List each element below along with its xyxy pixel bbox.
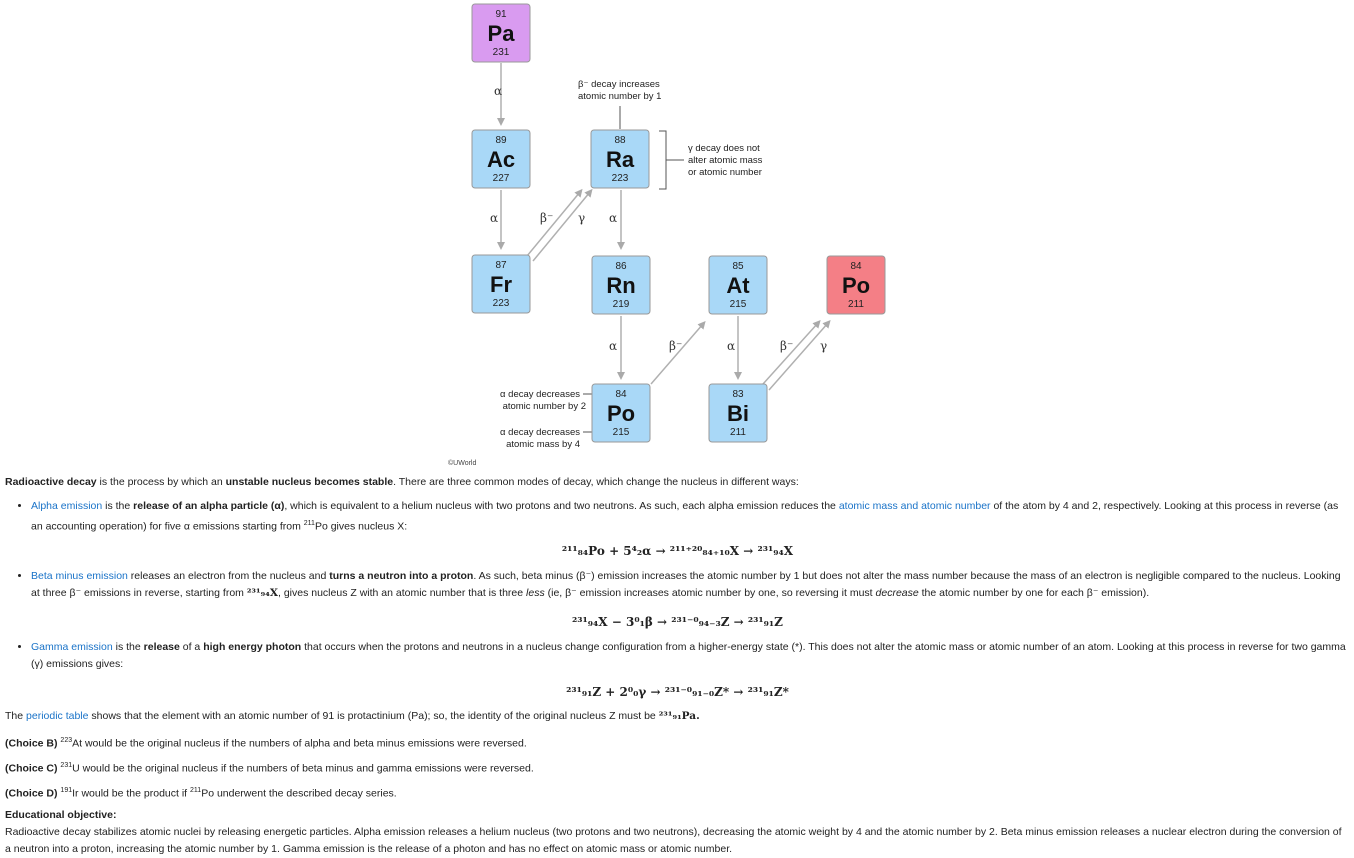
svg-text:Po: Po xyxy=(841,273,871,298)
svg-text:atomic number by 1: atomic number by 1 xyxy=(578,91,662,102)
svg-text:211: 211 xyxy=(730,427,746,438)
mass-number: 231 xyxy=(492,47,510,58)
credit: ©UWorld xyxy=(448,460,477,467)
beta-label: β⁻ xyxy=(669,339,683,353)
tile-bi xyxy=(709,384,767,442)
tile-fr xyxy=(472,255,530,313)
svg-text:Po: Po xyxy=(606,401,636,426)
svg-text:alter atomic mass: alter atomic mass xyxy=(688,155,763,166)
equation-alpha: ²¹¹₈₄Po + 5⁴₂α → ²¹¹⁺²⁰₈₄₊₁₀X → ²³¹₉₄X xyxy=(561,544,794,558)
svg-text:219: 219 xyxy=(612,299,630,310)
svg-text:84: 84 xyxy=(615,389,627,400)
svg-text:85: 85 xyxy=(732,261,744,272)
beta-arrow xyxy=(763,323,818,384)
equation-gamma: ²³¹₉₁Z + 2⁰₀γ → ²³¹⁻⁰₉₁₋₀Z* → ²³¹₉₁Z* xyxy=(566,685,789,699)
gamma-label: γ xyxy=(820,339,828,353)
gamma-arrow xyxy=(769,323,828,390)
svg-text:84: 84 xyxy=(850,261,862,272)
beta-label: β⁻ xyxy=(540,211,554,225)
choice-d: (Choice D) $^{191}$Ir would be the product if $^{211}$Po underwent the described decay series. xyxy=(5,787,397,800)
svg-text:88: 88 xyxy=(614,135,626,146)
svg-text:223: 223 xyxy=(492,298,510,309)
gamma-section: • Gamma emission is the release of a high energy photon that occurs when the protons and neutrons in a nucleus change configuration from a higher-energy state (*). This does not alter the atomic mass or atomic number of an atom. Looking at this process in reverse for two gamma (γ) emissions gives: xyxy=(5,639,1350,673)
svg-text:Rn: Rn xyxy=(606,273,636,298)
gamma-emission-link[interactable]: Gamma emission xyxy=(31,641,113,653)
atomic-number: 91 xyxy=(495,9,507,20)
svg-text:215: 215 xyxy=(729,299,747,310)
element-symbol: Pa xyxy=(487,21,515,46)
beta-arrow xyxy=(527,192,580,256)
alpha-label: α xyxy=(727,339,736,353)
beta-arrow xyxy=(651,324,703,384)
svg-text:86: 86 xyxy=(615,261,627,272)
alpha-label: α xyxy=(494,84,503,98)
note-gamma: γ decay does not xyxy=(688,143,760,154)
choice-b: (Choice B) $^{223}$At would be the original nucleus if the numbers of alpha and beta minus emissions were reversed. xyxy=(5,737,527,750)
equation-beta: ²³¹₉₄X − 3⁰₁β → ²³¹⁻⁰₉₄₋₃Z → ²³¹₉₁Z xyxy=(572,615,783,629)
tile-at xyxy=(709,256,767,314)
periodic-table-link[interactable]: periodic table xyxy=(26,710,89,722)
educational-objective-title: Educational objective: xyxy=(5,809,117,821)
svg-text:211: 211 xyxy=(848,299,864,310)
svg-text:At: At xyxy=(726,273,750,298)
intro-paragraph: Radioactive decay is the process by which an unstable nucleus becomes stable. There are three common modes of decay, which change the nucleus in different ways: xyxy=(5,476,799,488)
tile-po-215 xyxy=(592,384,650,442)
alpha-section: • Alpha emission is the release of an alpha particle (α), which is equivalent to a helium nucleus with two protons and two neutrons. As such, each alpha emission reduces the atomic mass and atomic number of the atom by 4 and 2, respectively. Looking at this process in reverse (as an accounting operation) for five α emissions starting from $^{211}$Po gives nucleus X: xyxy=(5,498,1350,536)
svg-text:215: 215 xyxy=(612,427,630,438)
svg-text:Bi: Bi xyxy=(727,401,749,426)
educational-objective-text: Radioactive decay stabilizes atomic nuclei by releasing energetic particles. Alpha emission releases a helium nucleus (two protons and two neutrons), decreasing the atomic weight by 4 and the atomic number by 2. Beta minus emission releases a nuclear electron during the conversion of a neutron into a proton, increasing the atomic number by 1. Gamma emission is the release of a photon and has no effect on atomic mass or atomic number. xyxy=(5,826,1342,855)
choice-c: (Choice C) $^{231}$U would be the original nucleus if the numbers of beta minus and gamma emissions were reversed. xyxy=(5,762,534,775)
note-alpha-mass: α decay decreases xyxy=(500,427,580,438)
alpha-label: α xyxy=(609,211,618,225)
gamma-arrow xyxy=(533,192,590,261)
note-alpha-number: α decay decreases xyxy=(500,389,580,400)
svg-text:or atomic number: or atomic number xyxy=(688,167,762,178)
alpha-label: α xyxy=(490,211,499,225)
tile-rn xyxy=(592,256,650,314)
svg-text:Ac: Ac xyxy=(486,147,516,172)
svg-text:223: 223 xyxy=(611,173,629,184)
tile-pa xyxy=(472,4,530,62)
tile-po-211 xyxy=(827,256,885,314)
alpha-label: α xyxy=(609,339,618,353)
svg-text:87: 87 xyxy=(495,260,507,271)
svg-text:Ra: Ra xyxy=(605,147,635,172)
atomic-mass-link[interactable]: atomic mass and atomic number xyxy=(838,500,991,512)
svg-text:atomic number by 2: atomic number by 2 xyxy=(502,401,586,412)
periodic-table-paragraph: The periodic table shows that the element with an atomic number of 91 is protactinium (Pa); so, the identity of the original nucleus Z must be ²³¹₉₁Pa. xyxy=(5,710,700,722)
alpha-emission-link[interactable]: Alpha emission xyxy=(31,500,103,512)
tile-ra xyxy=(591,130,649,188)
note-beta: β⁻ decay increases xyxy=(578,79,660,90)
svg-text:227: 227 xyxy=(492,173,510,184)
svg-text:89: 89 xyxy=(495,135,507,146)
tile-ac xyxy=(472,130,530,188)
beta-emission-link[interactable]: Beta minus emission xyxy=(31,570,128,582)
svg-text:Fr: Fr xyxy=(490,272,512,297)
gamma-label: γ xyxy=(578,211,586,225)
svg-text:atomic mass by 4: atomic mass by 4 xyxy=(506,439,580,450)
beta-section: • Beta minus emission releases an electron from the nucleus and turns a neutron into a proton. As such, beta minus (β⁻) emission increases the atomic number by 1 but does not alter the mass number because the mass of an electron is negligible compared to the nucleus. Looking at three β⁻ emissions in reverse, starting from ²³¹₉₄X, gives nucleus Z with an atomic number that is three less (ie, β⁻ emission increases atomic number by one, so reversing it must decrease the atomic number by one for each β⁻ emission). xyxy=(5,568,1350,602)
beta-label: β⁻ xyxy=(780,339,794,353)
svg-text:83: 83 xyxy=(732,389,744,400)
